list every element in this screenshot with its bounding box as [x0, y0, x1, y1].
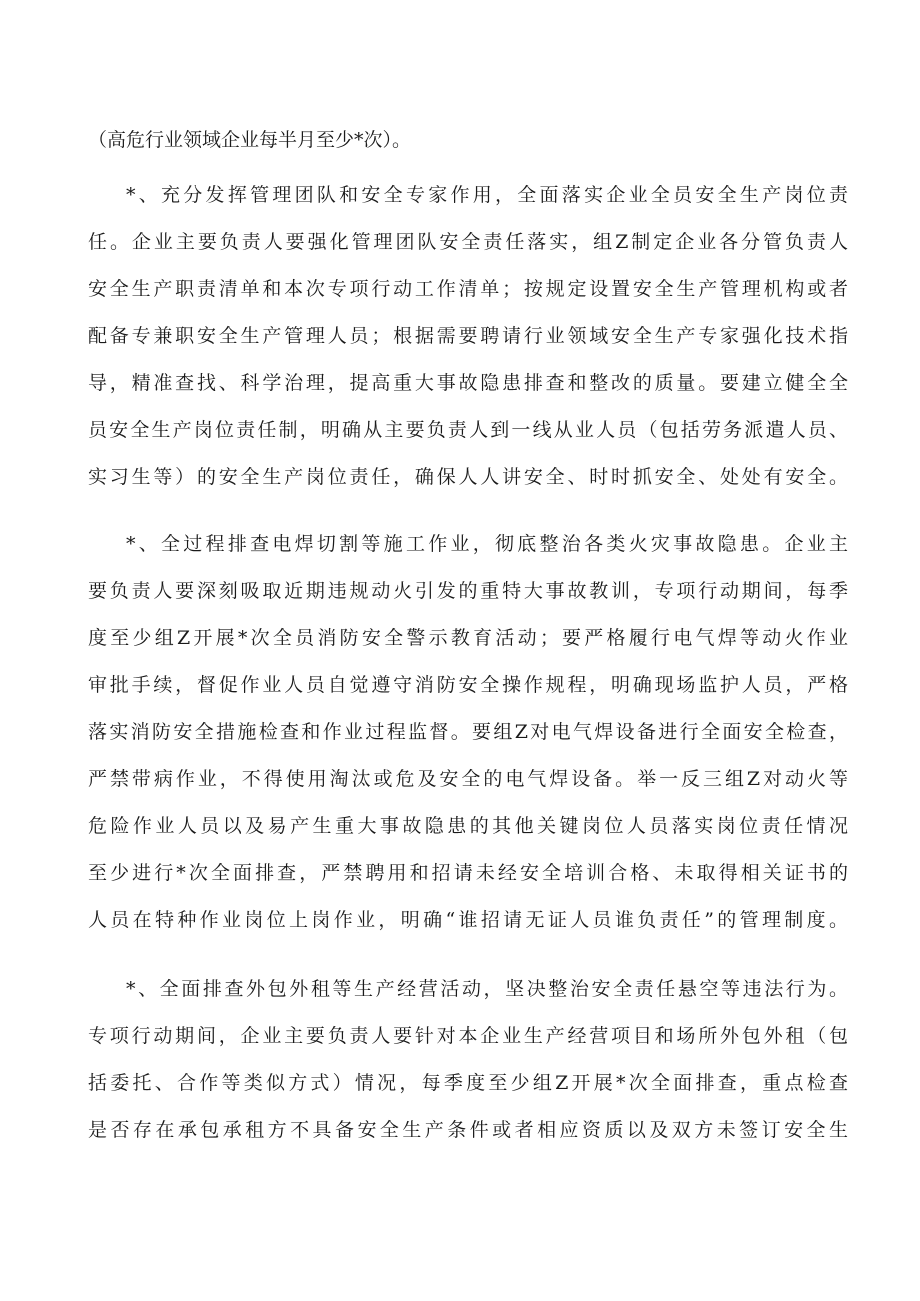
text-line: 至少进行*次全面排查，严禁聘用和招请未经安全培训合格、未取得相关证书的 [88, 862, 848, 884]
text-line: 是否存在承包承租方不具备安全生产条件或者相应资质以及双方未签订安全生 [88, 1119, 848, 1141]
text-line: 安全生产职责清单和本次专项行动工作清单；按规定设置安全生产管理机构或者 [88, 278, 848, 300]
text-line: （高危行业领域企业每半月至少*次）。 [88, 129, 412, 151]
text-line: 实习生等）的安全生产岗位责任，确保人人讲安全、时时抓安全、处处有安全。 [88, 466, 848, 488]
text-line: 要负责人要深刻吸取近期违规动火引发的重特大事故教训，专项行动期间，每季 [88, 580, 848, 602]
text-line: 审批手续，督促作业人员自觉遵守消防安全操作规程，明确现场监护人员，严格 [88, 674, 848, 696]
paragraph-first-line: *、全过程排查电焊切割等施工作业，彻底整治各类火灾事故隐患。企业主 [126, 533, 848, 555]
text-line: 落实消防安全措施检查和作业过程监督。要组Z对电气焊设备进行全面安全检查， [88, 721, 848, 743]
text-line: 导，精准查找、科学治理，提高重大事故隐患排查和整改的质量。要建立健全全 [88, 372, 848, 394]
paragraph-first-line: *、全面排查外包外租等生产经营活动，坚决整治安全责任悬空等违法行为。 [126, 978, 848, 1000]
text-line: 专项行动期间，企业主要负责人要针对本企业生产经营项目和场所外包外租（包 [88, 1025, 848, 1047]
text-line: 度至少组Z开展*次全员消防安全警示教育活动；要严格履行电气焊等动火作业 [88, 627, 848, 649]
text-line: 员安全生产岗位责任制，明确从主要负责人到一线从业人员（包括劳务派遣人员、 [88, 419, 848, 441]
text-line: 括委托、合作等类似方式）情况，每季度至少组Z开展*次全面排查，重点检查 [88, 1072, 848, 1094]
text-line: 危险作业人员以及易产生重大事故隐患的其他关键岗位人员落实岗位责任情况 [88, 815, 848, 837]
text-line: 任。企业主要负责人要强化管理团队安全责任落实，组Z制定企业各分管负责人 [88, 231, 848, 253]
text-line: 严禁带病作业，不得使用淘汰或危及安全的电气焊设备。举一反三组Z对动火等 [88, 768, 848, 790]
text-line: 配备专兼职安全生产管理人员；根据需要聘请行业领域安全生产专家强化技术指 [88, 325, 848, 347]
text-line: 人员在特种作业岗位上岗作业，明确“谁招请无证人员谁负责任”的管理制度。 [88, 909, 848, 931]
paragraph-first-line: *、充分发挥管理团队和安全专家作用，全面落实企业全员安全生产岗位责 [126, 184, 848, 206]
